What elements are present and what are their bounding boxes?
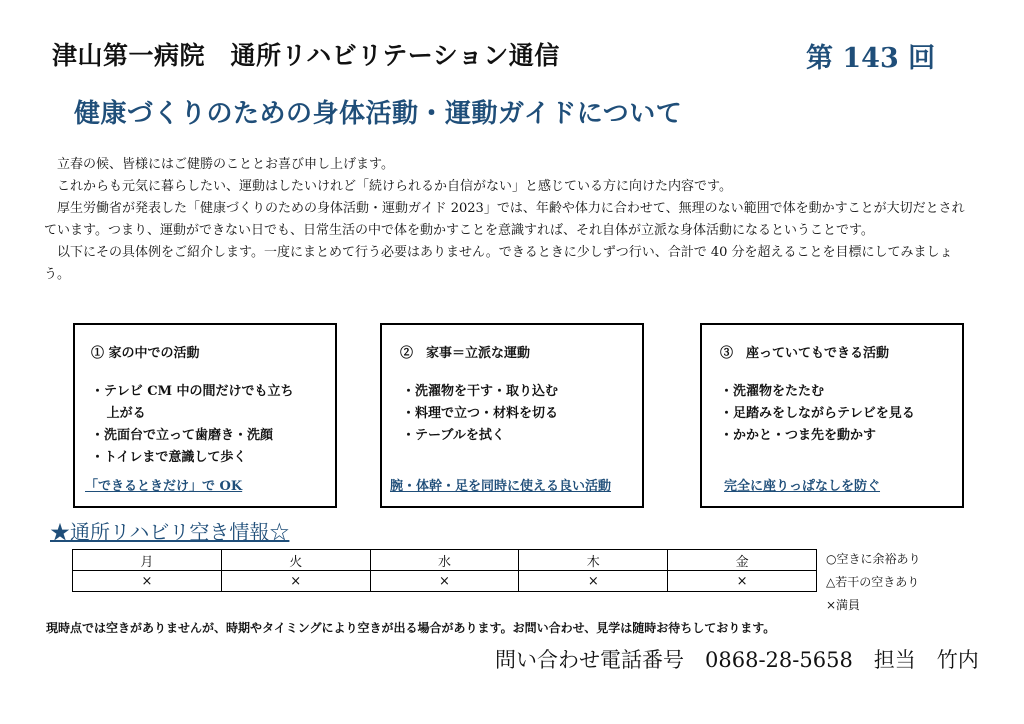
list-item (91, 447, 294, 469)
list-item (402, 425, 558, 447)
box-item-list (402, 381, 558, 447)
table-row (73, 571, 817, 592)
status-cell: × (519, 571, 668, 592)
intro-paragraph: これからも元気に暮らしたい、運動はしたいけれど「続けられるか自信がない」と感じている方に向けた内容です。 (57, 179, 732, 194)
list-item-text: ・料理で立つ・材料を切る (402, 406, 559, 421)
list-item-text: ・テーブルを拭く (402, 428, 505, 443)
legend-item: ×満員 (826, 598, 861, 612)
status-cell: × (221, 571, 370, 592)
contact-info: 問い合わせ電話番号 0868-28-5658 担当 竹内 (495, 648, 979, 672)
activity-box-seated (700, 323, 964, 508)
box-footer: 「できるときだけ」で OK (85, 479, 243, 494)
newsletter-title: 津山第一病院 通所リハビリテーション通信 (52, 41, 560, 70)
status-cell: × (668, 571, 817, 592)
box-heading: ① 家の中での活動 (91, 346, 200, 361)
day-header: 木 (519, 550, 668, 571)
box-item-list (91, 381, 294, 469)
day-header: 月 (73, 550, 222, 571)
intro-paragraph: 以下にその具体例をご紹介します。一度にまとめて行う必要はありません。できるときに少しずつ行い、合計で 40 分を超えることを目標にしてみましょう。 (44, 245, 953, 282)
list-item (91, 381, 294, 425)
article-subtitle: 健康づくりのための身体活動・運動ガイドについて (74, 99, 683, 129)
list-item (402, 381, 558, 403)
box-item-list (720, 381, 915, 447)
intro-paragraph: 厚生労働省が発表した「健康づくりのための身体活動・運動ガイド 2023」では、年齢や体力に合わせて、無理のない範囲で体を動かすことが大切だとされています。つまり、運動ができない日でも、日常生活の中で体を動かすことを意識すれば、それ自体が立派な身体活動になるということです。 (44, 201, 965, 238)
list-item (402, 403, 558, 425)
list-item-text: ・かかと・つま先を動かす (720, 428, 877, 443)
list-item-text: ・足踏みをしながらテレビを見る (720, 406, 915, 421)
activity-box-housework (380, 323, 644, 508)
availability-title: ★通所リハビリ空き情報☆ (50, 520, 290, 544)
list-item (720, 403, 915, 425)
list-item-text: ・トイレまで意識して歩く (91, 450, 247, 465)
intro-paragraph: 立春の候、皆様にはご健勝のこととお喜び申し上げます。 (57, 157, 394, 172)
list-item (91, 425, 294, 447)
box-heading: ③ 座っていてもできる活動 (720, 346, 890, 361)
list-item (720, 381, 915, 403)
list-item-continuation: 上がる (106, 406, 146, 421)
availability-legend (826, 548, 920, 617)
list-item-text: ・洗面台で立って歯磨き・洗顔 (91, 428, 274, 443)
list-item (720, 425, 915, 447)
availability-note: 現時点では空きがありませんが、時期やタイミングにより空きが出る場合があります。お問い合わせ、見学は随時お待ちしております。 (46, 621, 776, 635)
status-cell: × (370, 571, 519, 592)
legend-item: △若干の空きあり (826, 575, 920, 589)
box-heading: ② 家事＝立派な運動 (400, 346, 531, 361)
day-header: 火 (221, 550, 370, 571)
list-item-text: ・テレビ CM 中の間だけでも立ち (91, 384, 294, 399)
list-item-text: ・洗濯物を干す・取り込む (402, 384, 559, 399)
intro-text (44, 154, 974, 286)
list-item-text: ・洗濯物をたたむ (720, 384, 825, 399)
issue-number: 第 143 回 (806, 43, 936, 74)
availability-table (72, 549, 817, 592)
activity-box-home (73, 323, 337, 508)
table-header-row (73, 550, 817, 571)
box-footer: 腕・体幹・足を同時に使える良い活動 (390, 479, 612, 494)
day-header: 水 (370, 550, 519, 571)
legend-item: ○空きに余裕あり (826, 552, 921, 566)
status-cell: × (73, 571, 222, 592)
box-footer: 完全に座りっぱなしを防ぐ (724, 479, 881, 494)
day-header: 金 (668, 550, 817, 571)
